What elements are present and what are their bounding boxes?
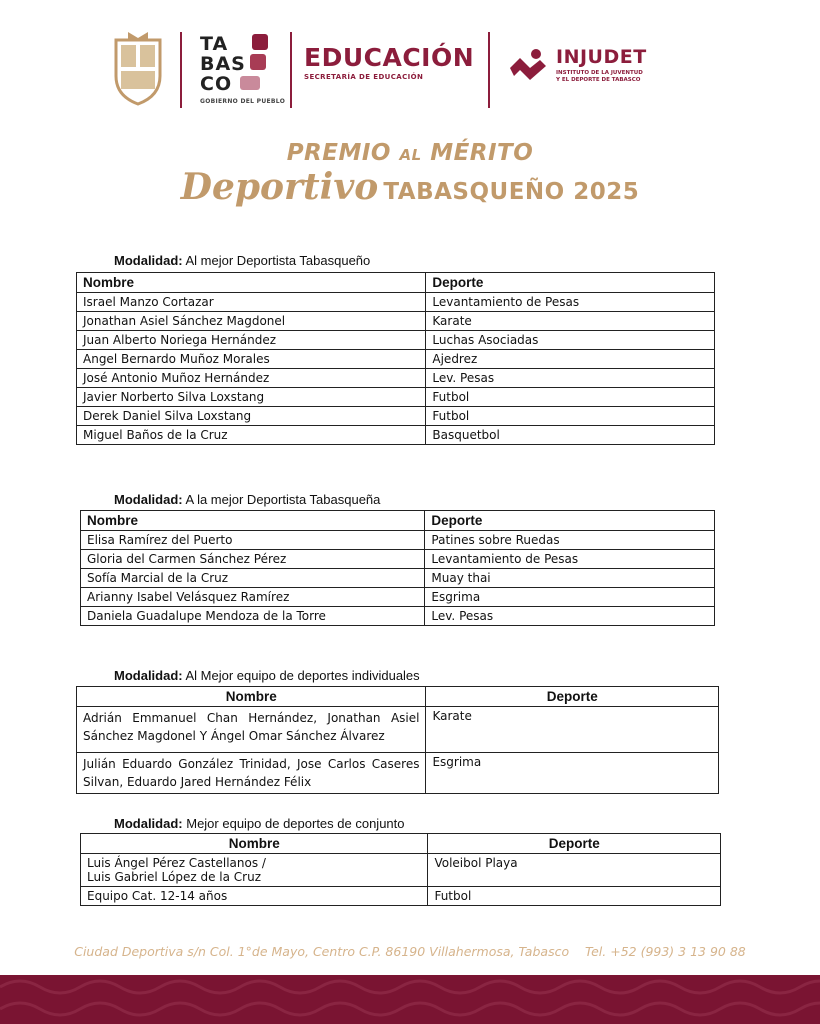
cell-deporte: Muay thai	[425, 569, 715, 588]
modality-value: Mejor equipo de deportes de conjunto	[186, 816, 405, 831]
cell-deporte: Levantamiento de Pesas	[425, 550, 715, 569]
title-premio: PREMIO	[286, 140, 391, 166]
table-row	[81, 588, 715, 607]
cell-deporte: Patines sobre Ruedas	[425, 531, 715, 550]
tabasco-line1: TA	[200, 33, 229, 55]
header-nombre: Nombre	[81, 511, 425, 531]
cell-deporte: Futbol	[428, 887, 721, 906]
header-nombre: Nombre	[77, 687, 426, 707]
cell-deporte: Karate	[426, 312, 715, 331]
cell-deporte: Futbol	[426, 407, 715, 426]
header-logos	[110, 26, 670, 112]
section-modality-2	[114, 492, 380, 507]
footer-contact	[0, 944, 820, 959]
educacion-logo	[304, 44, 474, 81]
award-title-line2	[0, 166, 820, 208]
cell-deporte: Futbol	[426, 388, 715, 407]
header-nombre: Nombre	[81, 834, 428, 854]
table-row	[81, 569, 715, 588]
tabasco-subtitle: GOBIERNO DEL PUEBLO	[200, 98, 286, 105]
injudet-title: INJUDET	[556, 46, 647, 68]
decorative-pattern-icon	[0, 975, 820, 1024]
glyph-icon	[252, 34, 268, 50]
cell-nombre-line2: Luis Gabriel López de la Cruz	[87, 870, 262, 884]
table-row	[77, 407, 715, 426]
cell-nombre: Jonathan Asiel Sánchez Magdonel	[77, 312, 426, 331]
cell-nombre: Angel Bernardo Muñoz Morales	[77, 350, 426, 369]
header-divider	[290, 32, 292, 108]
cell-nombre: Elisa Ramírez del Puerto	[81, 531, 425, 550]
table-row	[81, 887, 721, 906]
injudet-subtitle-line2: Y EL DEPORTE DE TABASCO	[556, 77, 641, 83]
table-row	[77, 331, 715, 350]
cell-deporte: Esgrima	[426, 753, 719, 794]
header-deporte: Deporte	[426, 273, 715, 293]
cell-nombre: Javier Norberto Silva Loxstang	[77, 388, 426, 407]
table-row	[77, 350, 715, 369]
header-divider	[180, 32, 182, 108]
cell-nombre: Equipo Cat. 12-14 años	[81, 887, 428, 906]
table-row	[81, 531, 715, 550]
table-row	[77, 293, 715, 312]
header-deporte: Deporte	[425, 511, 715, 531]
table-section-2	[80, 510, 715, 626]
modality-value: Al Mejor equipo de deportes individuales	[185, 668, 420, 683]
section-modality-1	[114, 253, 370, 268]
modality-value: Al mejor Deportista Tabasqueño	[185, 253, 371, 268]
cell-nombre: José Antonio Muñoz Hernández	[77, 369, 426, 388]
table-row	[77, 312, 715, 331]
table-header-row	[81, 511, 715, 531]
cell-nombre: Derek Daniel Silva Loxstang	[77, 407, 426, 426]
header-nombre: Nombre	[77, 273, 426, 293]
modality-label: Modalidad:	[114, 253, 183, 268]
injudet-subtitle-line1: INSTITUTO DE LA JUVENTUD	[556, 70, 643, 76]
header-deporte: Deporte	[426, 687, 719, 707]
title-al: AL	[399, 146, 422, 164]
cell-deporte: Esgrima	[425, 588, 715, 607]
cell-nombre: Julián Eduardo González Trinidad, Jose Carlos Caseres Silvan, Eduardo Jared Hernández Félix	[77, 753, 426, 794]
cell-nombre: Miguel Baños de la Cruz	[77, 426, 426, 445]
modality-label: Modalidad:	[114, 492, 183, 507]
table-row	[77, 753, 719, 794]
modality-label: Modalidad:	[114, 816, 183, 831]
table-section-4	[80, 833, 721, 906]
cell-nombre-line1: Luis Ángel Pérez Castellanos /	[87, 856, 266, 870]
tabasco-line2: BAS	[200, 53, 246, 75]
table-row	[81, 854, 721, 887]
cell-deporte: Karate	[426, 707, 719, 753]
table-header-row	[77, 273, 715, 293]
table-header-row	[81, 834, 721, 854]
educacion-title: EDUCACIÓN	[304, 43, 475, 72]
title-rest: TABASQUEÑO 2025	[383, 179, 640, 205]
injudet-logo	[506, 46, 666, 96]
table-row	[77, 426, 715, 445]
educacion-subtitle: SECRETARÍA DE EDUCACIÓN	[304, 73, 424, 81]
table-row	[77, 388, 715, 407]
coat-of-arms-icon	[110, 30, 166, 106]
title-deportivo: Deportivo	[180, 166, 379, 208]
glyph-icon	[240, 76, 260, 90]
cell-nombre: Adrián Emmanuel Chan Hernández, Jonathan Asiel Sánchez Magdonel Y Ángel Omar Sánchez Álvarez	[77, 707, 426, 753]
footer-phone: Tel. +52 (993) 3 13 90 88	[585, 944, 746, 959]
cell-deporte: Voleibol Playa	[428, 854, 721, 887]
header-deporte: Deporte	[428, 834, 721, 854]
footer-pattern-band	[0, 975, 820, 1024]
table-header-row	[77, 687, 719, 707]
title-merito: MÉRITO	[430, 140, 534, 166]
cell-deporte: Luchas Asociadas	[426, 331, 715, 350]
cell-deporte: Levantamiento de Pesas	[426, 293, 715, 312]
table-row	[77, 369, 715, 388]
tabasco-logo	[200, 32, 286, 112]
table-row	[77, 707, 719, 753]
award-title-line1	[0, 140, 820, 166]
injudet-icon	[506, 48, 550, 84]
tabasco-line3: CO	[200, 73, 233, 95]
cell-deporte: Basquetbol	[426, 426, 715, 445]
cell-deporte: Lev. Pesas	[426, 369, 715, 388]
cell-nombre: Daniela Guadalupe Mendoza de la Torre	[81, 607, 425, 626]
table-row	[81, 550, 715, 569]
cell-nombre: Gloria del Carmen Sánchez Pérez	[81, 550, 425, 569]
cell-nombre: Arianny Isabel Velásquez Ramírez	[81, 588, 425, 607]
cell-nombre: Israel Manzo Cortazar	[77, 293, 426, 312]
cell-nombre: Sofía Marcial de la Cruz	[81, 569, 425, 588]
injudet-subtitle	[556, 70, 666, 84]
section-modality-4	[114, 816, 405, 831]
footer-address: Ciudad Deportiva s/n Col. 1°de Mayo, Centro C.P. 86190 Villahermosa, Tabasco	[74, 944, 570, 959]
table-section-1	[76, 272, 715, 445]
table-row	[81, 607, 715, 626]
cell-nombre	[81, 854, 428, 887]
glyph-icon	[250, 54, 266, 70]
table-section-3	[76, 686, 719, 794]
section-modality-3	[114, 668, 420, 683]
cell-deporte: Ajedrez	[426, 350, 715, 369]
cell-nombre: Juan Alberto Noriega Hernández	[77, 331, 426, 350]
modality-label: Modalidad:	[114, 668, 183, 683]
cell-deporte: Lev. Pesas	[425, 607, 715, 626]
modality-value: A la mejor Deportista Tabasqueña	[185, 492, 381, 507]
header-divider	[488, 32, 490, 108]
